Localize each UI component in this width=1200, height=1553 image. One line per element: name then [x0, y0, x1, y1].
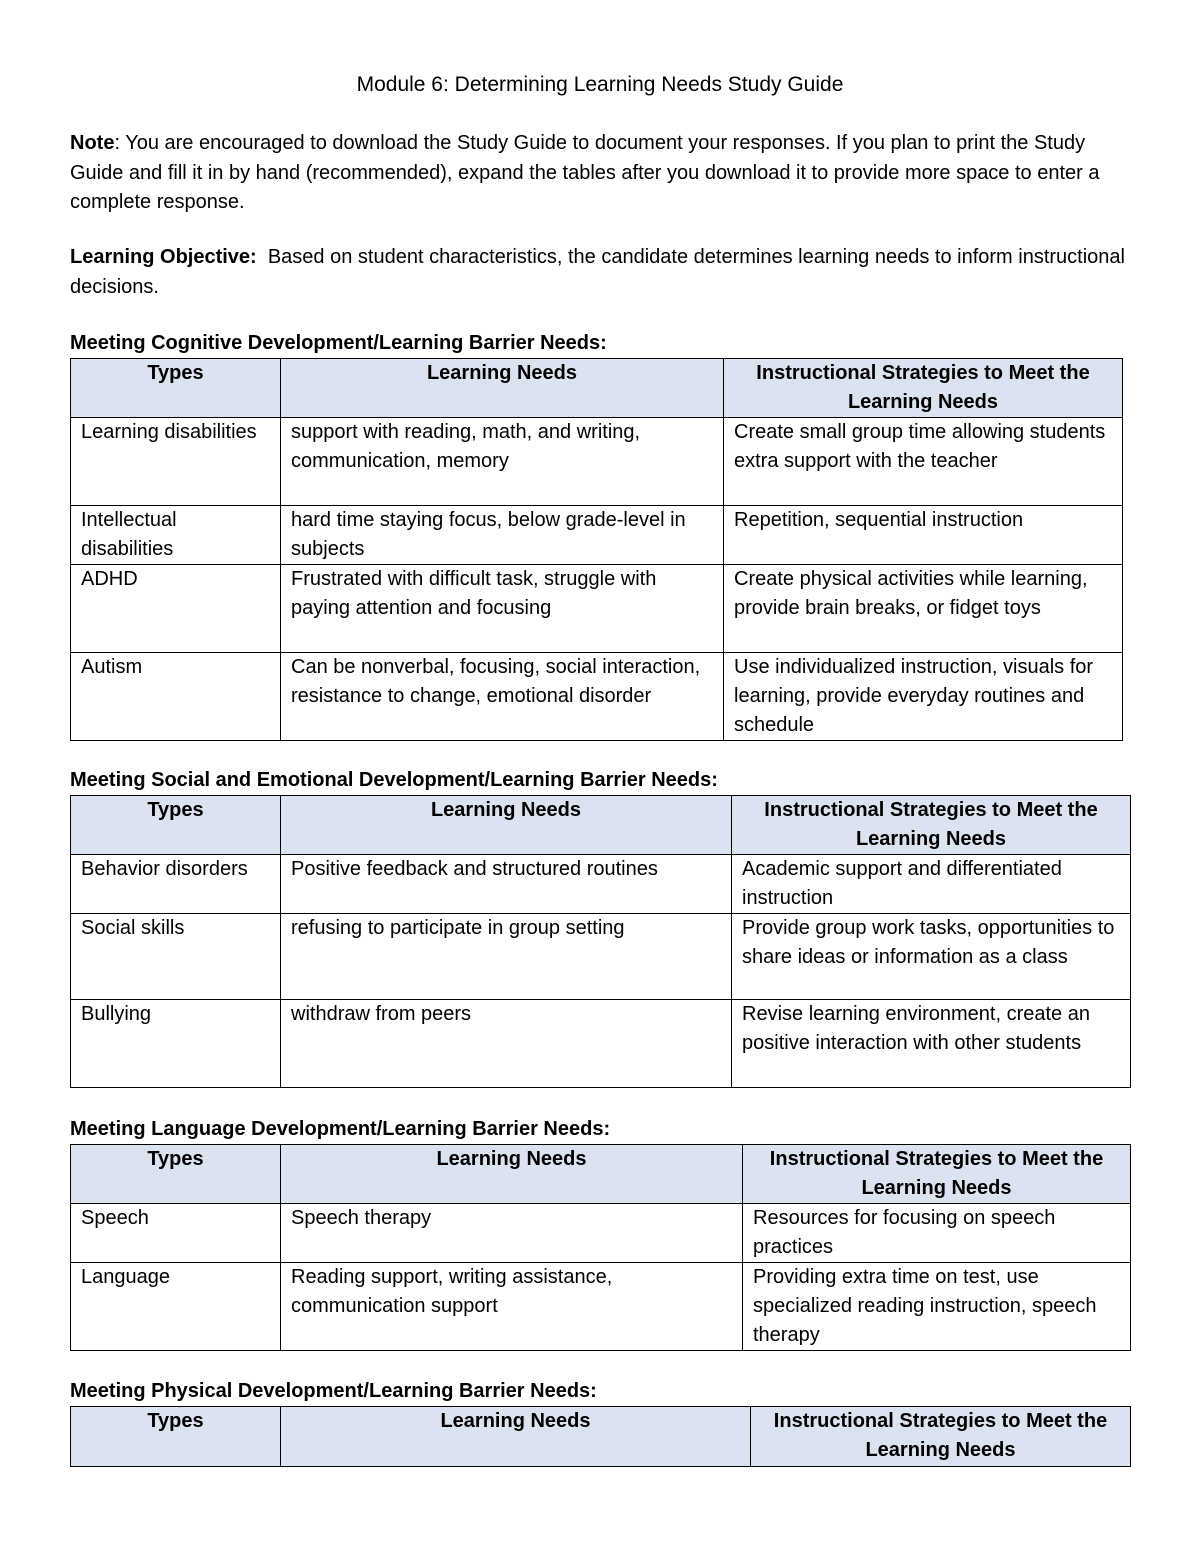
table-cognitive — [70, 358, 1123, 741]
table-row — [71, 565, 1123, 653]
table-language — [70, 1144, 1131, 1351]
header-strategies: Instructional Strategies to Meet the Learning Needs — [751, 1407, 1131, 1467]
table-row — [71, 506, 1123, 565]
table-header-row — [71, 1407, 1131, 1467]
table-header-row — [71, 1145, 1131, 1204]
cell-need: Positive feedback and structured routines — [281, 855, 732, 914]
table-header-row — [71, 359, 1123, 418]
table-row — [71, 653, 1123, 741]
note-paragraph — [70, 129, 1130, 218]
cell-strategy: Academic support and differentiated instruction — [732, 855, 1131, 914]
cell-type: Learning disabilities — [71, 418, 281, 506]
cell-type: Bullying — [71, 1000, 281, 1088]
cell-type: Intellectual disabilities — [71, 506, 281, 565]
table-header-row — [71, 796, 1131, 855]
cell-strategy: Providing extra time on test, use specialized reading instruction, speech therapy — [743, 1263, 1131, 1351]
cell-need: withdraw from peers — [281, 1000, 732, 1088]
cell-strategy: Create small group time allowing students extra support with the teacher — [724, 418, 1123, 506]
section-heading-physical: Meeting Physical Development/Learning Barrier Needs: — [70, 1380, 597, 1402]
cell-need: hard time staying focus, below grade-level in subjects — [281, 506, 724, 565]
table-social-emotional — [70, 795, 1131, 1088]
table-row — [71, 1000, 1131, 1088]
table-row — [71, 914, 1131, 1000]
cell-strategy: Repetition, sequential instruction — [724, 506, 1123, 565]
cell-strategy: Revise learning environment, create an positive interaction with other students — [732, 1000, 1131, 1088]
cell-need: Frustrated with difficult task, struggle with paying attention and focusing — [281, 565, 724, 653]
cell-need: Can be nonverbal, focusing, social interaction, resistance to change, emotional disorder — [281, 653, 724, 741]
header-types: Types — [71, 1407, 281, 1467]
section-heading-language: Meeting Language Development/Learning Barrier Needs: — [70, 1118, 611, 1140]
header-types: Types — [71, 1145, 281, 1204]
cell-type: ADHD — [71, 565, 281, 653]
header-learning-needs: Learning Needs — [281, 359, 724, 418]
header-types: Types — [71, 796, 281, 855]
table-row — [71, 1263, 1131, 1351]
table-row — [71, 855, 1131, 914]
cell-type: Social skills — [71, 914, 281, 1000]
header-types: Types — [71, 359, 281, 418]
header-strategies: Instructional Strategies to Meet the Learning Needs — [743, 1145, 1131, 1204]
page-title: Module 6: Determining Learning Needs Study Guide — [356, 73, 844, 96]
section-heading-social-emotional: Meeting Social and Emotional Development/Learning Barrier Needs: — [70, 769, 718, 791]
objective-label: Learning Objective: — [70, 246, 257, 268]
header-strategies: Instructional Strategies to Meet the Learning Needs — [724, 359, 1123, 418]
note-label: Note — [70, 132, 115, 154]
cell-need: Reading support, writing assistance, communication support — [281, 1263, 743, 1351]
table-row — [71, 1204, 1131, 1263]
cell-strategy: Use individualized instruction, visuals for learning, provide everyday routines and schedule — [724, 653, 1123, 741]
cell-need: Speech therapy — [281, 1204, 743, 1263]
header-strategies: Instructional Strategies to Meet the Learning Needs — [732, 796, 1131, 855]
cell-type: Behavior disorders — [71, 855, 281, 914]
header-learning-needs: Learning Needs — [281, 1145, 743, 1204]
table-physical — [70, 1406, 1131, 1467]
objective-text: Based on student characteristics, the candidate determines learning needs to inform instructional decisions. — [70, 246, 1131, 298]
objective-paragraph — [70, 243, 1130, 302]
cell-strategy: Resources for focusing on speech practices — [743, 1204, 1131, 1263]
cell-strategy: Create physical activities while learning, provide brain breaks, or fidget toys — [724, 565, 1123, 653]
header-learning-needs: Learning Needs — [281, 1407, 751, 1467]
cell-type: Language — [71, 1263, 281, 1351]
cell-need: support with reading, math, and writing, communication, memory — [281, 418, 724, 506]
cell-type: Speech — [71, 1204, 281, 1263]
cell-strategy: Provide group work tasks, opportunities to share ideas or information as a class — [732, 914, 1131, 1000]
section-heading-cognitive: Meeting Cognitive Development/Learning Barrier Needs: — [70, 332, 607, 354]
note-text: : You are encouraged to download the Study Guide to document your responses. If you plan to print the Study Guide and fill it in by hand (recommended), expand the tables after you download it to provide more space to enter a complete response. — [70, 132, 1100, 213]
header-learning-needs: Learning Needs — [281, 796, 732, 855]
cell-need: refusing to participate in group setting — [281, 914, 732, 1000]
table-row — [71, 418, 1123, 506]
cell-type: Autism — [71, 653, 281, 741]
